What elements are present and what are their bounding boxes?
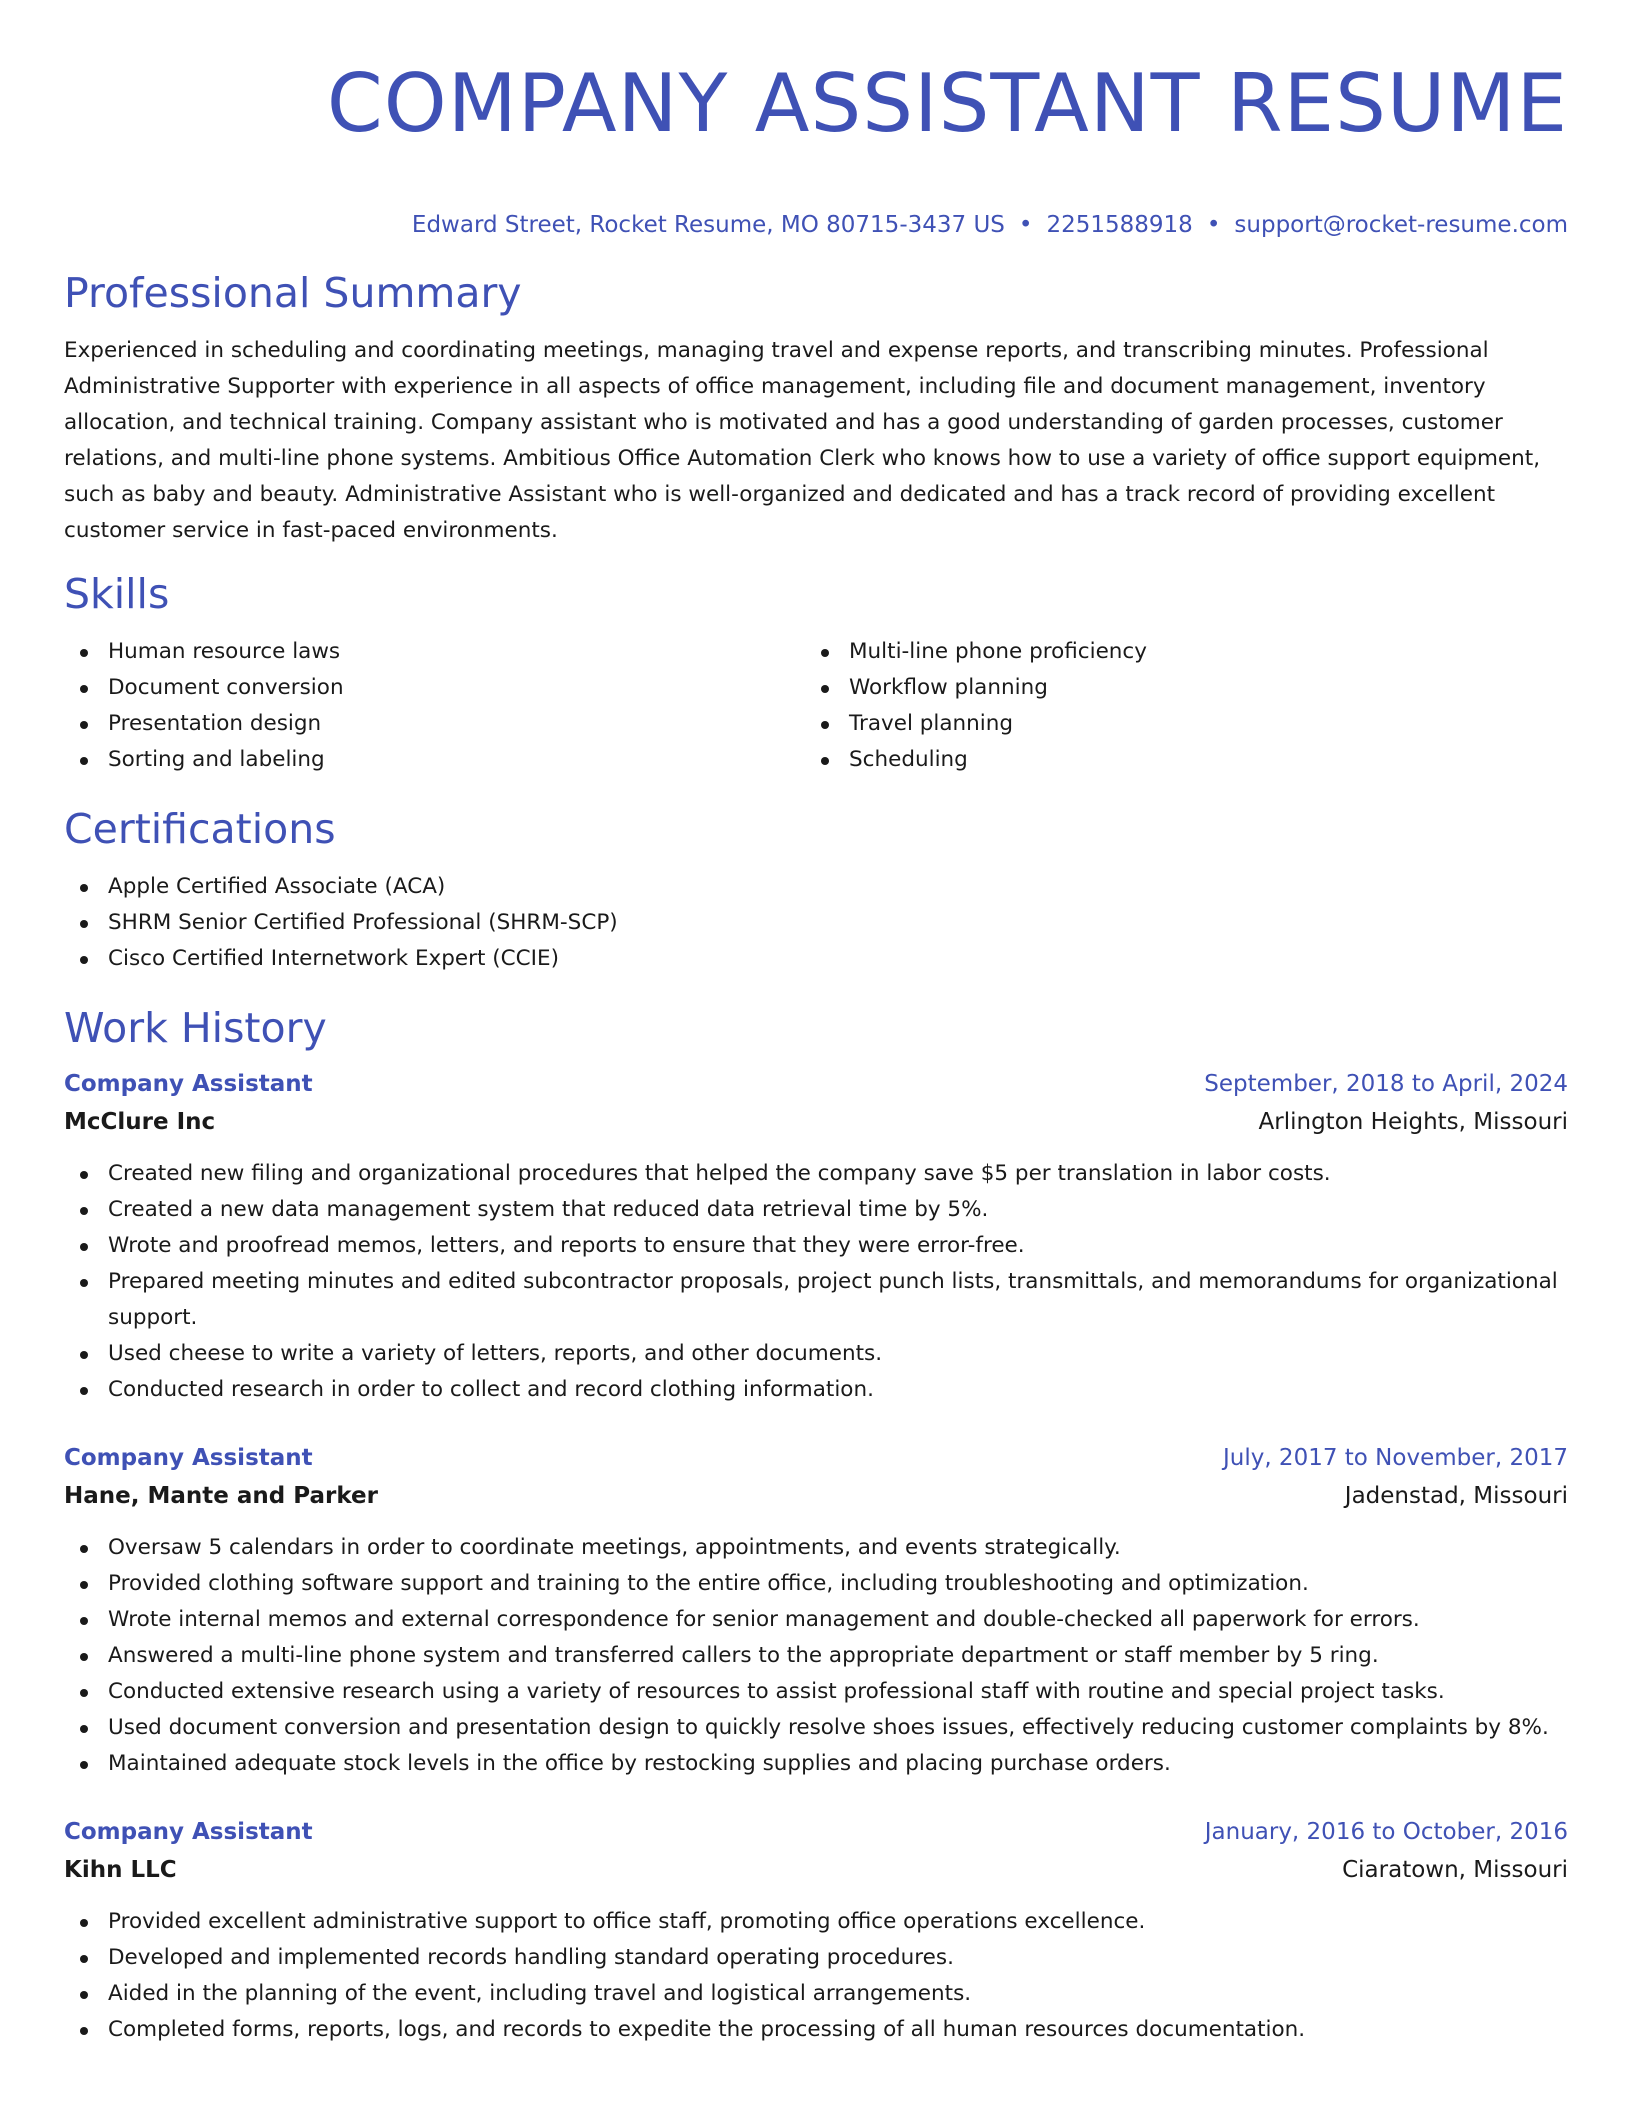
skills-list-right: [805, 634, 1568, 778]
job-bullet: Aided in the planning of the event, including travel and logistical arrangements.: [64, 1976, 1568, 2012]
job-subheader: [64, 1851, 1568, 1889]
job-bullet: Provided excellent administrative support to office staff, promoting office operations excellence.: [64, 1904, 1568, 1940]
job-title: Company Assistant: [64, 1071, 313, 1097]
job-bullets: [64, 1530, 1568, 1782]
contact-line: [64, 210, 1568, 240]
job-bullet: Provided clothing software support and training to the entire office, including troubleshooting and optimization.: [64, 1566, 1568, 1602]
summary-title: Professional Summary: [64, 269, 522, 317]
job-dates: January, 2016 to October, 2016: [1204, 1819, 1568, 1845]
certifications-section: [64, 804, 1568, 977]
job-bullet: Conducted research in order to collect and record clothing information.: [64, 1372, 1568, 1408]
job-bullet: Oversaw 5 calendars in order to coordinate meetings, appointments, and events strategically.: [64, 1530, 1568, 1566]
job-company: Hane, Mante and Parker: [64, 1483, 378, 1509]
job-dates: July, 2017 to November, 2017: [1222, 1445, 1568, 1471]
resume-title: COMPANY ASSISTANT RESUME: [326, 57, 1568, 150]
contact-address: Edward Street, Rocket Resume, MO 80715-3437 US: [411, 212, 1005, 238]
skill-item: Sorting and labeling: [64, 742, 805, 778]
job-title: Company Assistant: [64, 1819, 313, 1845]
work-history-section: [64, 1003, 1568, 2048]
summary-section: [64, 268, 1568, 549]
skill-item: Document conversion: [64, 670, 805, 706]
job-header: [64, 1439, 1568, 1477]
skills-grid: [64, 634, 1568, 778]
skills-list-left: [64, 634, 805, 778]
job-location: Jadenstad, Missouri: [1344, 1483, 1568, 1509]
certifications-title: Certifications: [64, 805, 336, 853]
job-header: [64, 1065, 1568, 1103]
job-title: Company Assistant: [64, 1445, 313, 1471]
skills-title: Skills: [64, 570, 170, 618]
resume-header: [64, 52, 1568, 240]
job-subheader: [64, 1477, 1568, 1515]
job-bullet: Wrote and proofread memos, letters, and reports to ensure that they were error-free.: [64, 1228, 1568, 1264]
job-entry: [64, 1439, 1568, 1782]
skill-item: Human resource laws: [64, 634, 805, 670]
job-entry: [64, 1813, 1568, 2048]
job-bullet: Answered a multi-line phone system and transferred callers to the appropriate department or staff member by 5 ring.: [64, 1638, 1568, 1674]
contact-phone: 2251588918: [1046, 212, 1193, 238]
job-bullets: [64, 1904, 1568, 2048]
skills-section: [64, 569, 1568, 778]
job-company: McClure Inc: [64, 1109, 216, 1135]
certification-item: Apple Certified Associate (ACA): [64, 869, 1568, 905]
skill-item: Scheduling: [805, 742, 1568, 778]
contact-separator: •: [1206, 212, 1221, 238]
skill-item: Workflow planning: [805, 670, 1568, 706]
job-bullet: Maintained adequate stock levels in the office by restocking supplies and placing purchase orders.: [64, 1746, 1568, 1782]
summary-text: Experienced in scheduling and coordinating meetings, managing travel and expense reports, and transcribing minutes. Professional Administrative Supporter with experience in all aspects of office management, including file and document management, inventory allocation, and technical training. Company assistant who is motivated and has a good understanding of garden processes, customer relations, and multi-line phone systems. Ambitious Office Automation Clerk who knows how to use a variety of office support equipment, such as baby and beauty. Administrative Assistant who is well-organized and dedicated and has a track record of providing excellent customer service in fast-paced environments.: [64, 338, 1541, 543]
job-bullet: Used document conversion and presentation design to quickly resolve shoes issues, effectively reducing customer complaints by 8%.: [64, 1710, 1568, 1746]
skill-item: Presentation design: [64, 706, 805, 742]
certification-item: Cisco Certified Internetwork Expert (CCIE): [64, 941, 1568, 977]
job-bullet: Used cheese to write a variety of letters, reports, and other documents.: [64, 1336, 1568, 1372]
job-bullet: Created a new data management system that reduced data retrieval time by 5%.: [64, 1192, 1568, 1228]
job-company: Kihn LLC: [64, 1857, 177, 1883]
certifications-list: [64, 869, 1568, 977]
job-bullet: Created new filing and organizational procedures that helped the company save $5 per translation in labor costs.: [64, 1156, 1568, 1192]
job-bullet: Prepared meeting minutes and edited subcontractor proposals, project punch lists, transmittals, and memorandums for organizational support.: [64, 1264, 1568, 1336]
job-bullet: Developed and implemented records handling standard operating procedures.: [64, 1940, 1568, 1976]
job-bullet: Wrote internal memos and external correspondence for senior management and double-checked all paperwork for errors.: [64, 1602, 1568, 1638]
job-bullet: Completed forms, reports, logs, and records to expedite the processing of all human resources documentation.: [64, 2012, 1568, 2048]
job-dates: September, 2018 to April, 2024: [1204, 1071, 1568, 1097]
job-header: [64, 1813, 1568, 1851]
job-location: Ciaratown, Missouri: [1342, 1857, 1568, 1883]
job-entry: [64, 1065, 1568, 1408]
certification-item: SHRM Senior Certified Professional (SHRM-SCP): [64, 905, 1568, 941]
work-history-title: Work History: [64, 1004, 327, 1052]
job-bullets: [64, 1156, 1568, 1408]
job-subheader: [64, 1103, 1568, 1141]
job-bullet: Conducted extensive research using a variety of resources to assist professional staff with routine and special project tasks.: [64, 1674, 1568, 1710]
skill-item: Travel planning: [805, 706, 1568, 742]
contact-separator: •: [1018, 212, 1033, 238]
skill-item: Multi-line phone proficiency: [805, 634, 1568, 670]
contact-email: support@rocket-resume.com: [1234, 212, 1568, 238]
job-location: Arlington Heights, Missouri: [1258, 1109, 1568, 1135]
